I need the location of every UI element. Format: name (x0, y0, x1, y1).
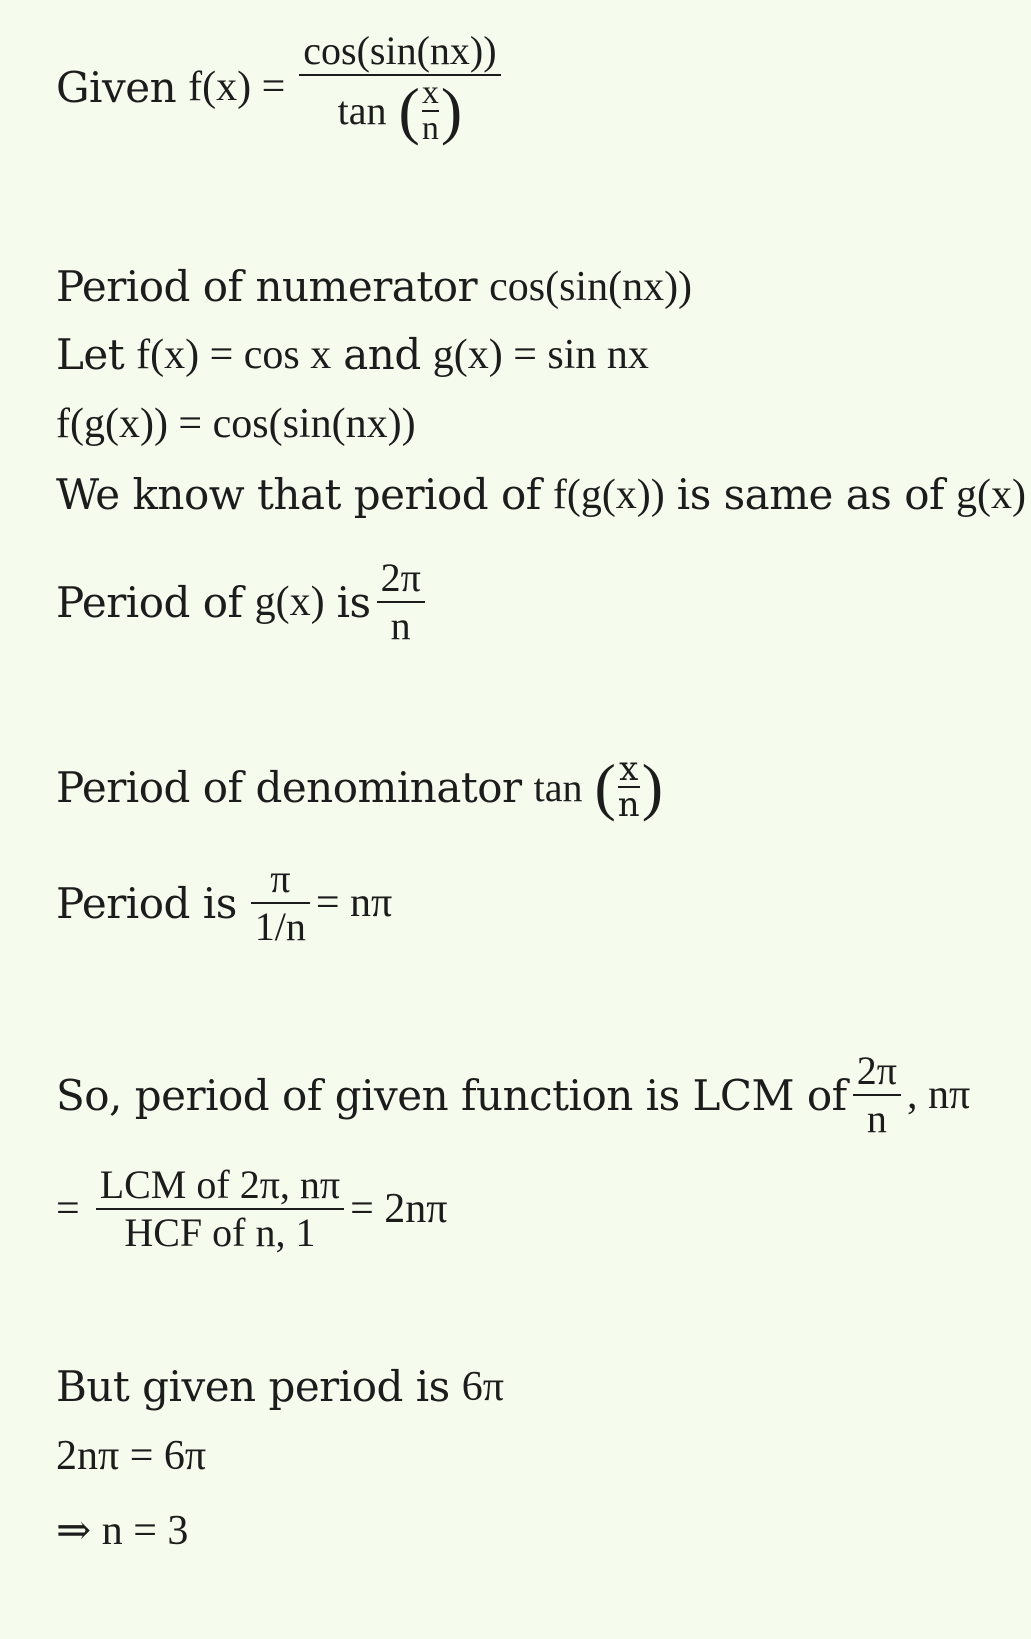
lcm-line: So, period of given function is LCM of $\frac{2\pi}{n}$ , nπ (56, 1048, 971, 1141)
given-numerator: cos(sin(nx)) (303, 28, 497, 73)
know-line: We know that period of f(g(x)) is same as of g(x) (56, 470, 1027, 519)
period-is-line: Period is $\frac{\pi}{1/n}$ = nπ (56, 856, 393, 949)
let-line: Let f(x) = cos x and g(x) = sin nx (56, 330, 649, 379)
given-period-line: But given period is 6π (56, 1362, 504, 1411)
two-pi-over-n: $\frac{2\pi}{n}$ (377, 555, 425, 649)
period-g-line: Period of g(x) is $\frac{2\pi}{n}$ (56, 555, 431, 649)
lcm-over-hcf: $\frac{\text{LCM of 2π, nπ}}{\text{HCF of n, 1}}$ (96, 1162, 344, 1256)
equation-line: 2nπ = 6π (56, 1433, 207, 1479)
given-denominator: tan ( $\frac{x}{n}$ ) (337, 74, 463, 147)
x-over-n: $\frac{x}{n}$ (617, 749, 640, 825)
given-label: Given (56, 62, 177, 112)
x-over-n: $\frac{x}{n}$ (421, 74, 439, 147)
denominator-heading: Period of denominator tan ( $\frac{x}{n}$ ) (56, 749, 664, 825)
answer-line: ⇒ n = 3 (56, 1508, 189, 1554)
given-fraction (299, 28, 500, 146)
composition-line: f(g(x)) = cos(sin(nx)) (56, 401, 416, 447)
given-lhs: f(x) = (188, 64, 286, 110)
pi-over-one-over-n: $\frac{\pi}{1/n}$ (251, 856, 310, 950)
given-line (56, 28, 507, 146)
two-pi-over-n: $\frac{2\pi}{n}$ (853, 1048, 901, 1142)
numerator-heading: Period of numerator cos(sin(nx)) (56, 262, 693, 311)
lcm-fraction-line: = $\frac{\text{LCM of 2π, nπ}}{\text{HCF of n, 1}}$ = 2nπ (56, 1162, 448, 1255)
tan-label: tan (337, 88, 387, 133)
